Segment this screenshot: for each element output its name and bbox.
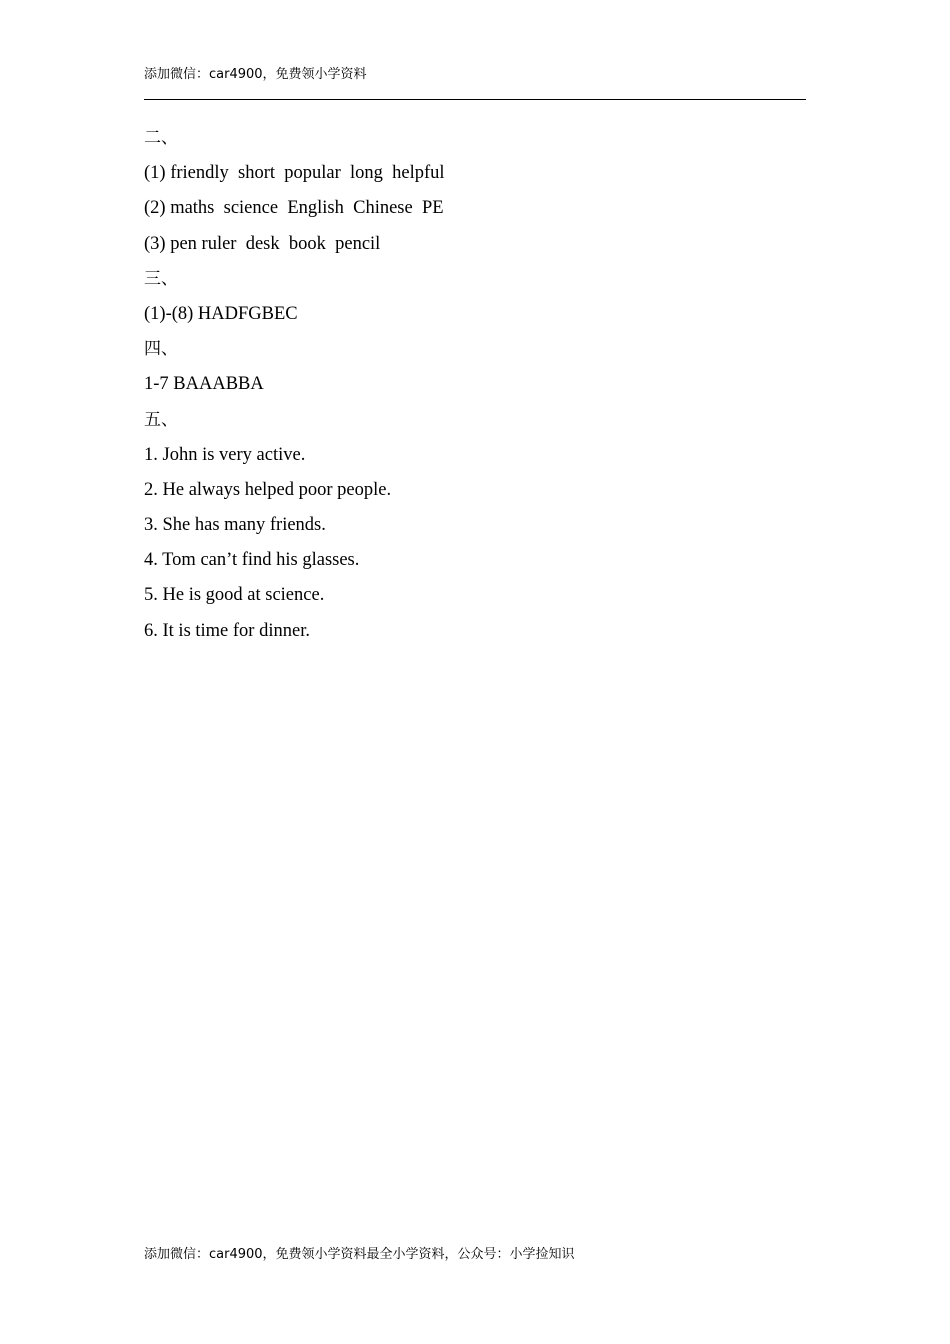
answer-line: 4. Tom can’t find his glasses. [144, 550, 360, 571]
page-header-text: 添加微信：car4900，免费领小学资料 [144, 67, 367, 82]
answer-line: 1. John is very active. [144, 444, 306, 465]
section-heading-4: 四、 [144, 339, 178, 360]
header-divider [144, 99, 806, 100]
answer-line: 3. She has many friends. [144, 515, 326, 536]
answer-line: 5. He is good at science. [144, 585, 325, 606]
answer-line: (1)-(8) HADFGBEC [144, 303, 298, 324]
section-heading-2: 二、 [144, 128, 178, 148]
answer-line: (1) friendly short popular long helpful [144, 163, 445, 184]
section-heading-3: 三、 [144, 268, 178, 289]
section-heading-5: 五、 [144, 409, 178, 430]
answer-line: (3) pen ruler desk book pencil [144, 233, 381, 254]
answer-content [144, 126, 806, 654]
answer-line: 1-7 BAAABBA [144, 374, 264, 395]
page-footer-text: 添加微信：car4900，免费领小学资料最全小学资料，公众号：小学捡知识 [144, 1247, 575, 1262]
answer-line: (2) maths science English Chinese PE [144, 198, 444, 219]
answer-line: 6. It is time for dinner. [144, 620, 310, 641]
answer-line: 2. He always helped poor people. [144, 479, 392, 500]
